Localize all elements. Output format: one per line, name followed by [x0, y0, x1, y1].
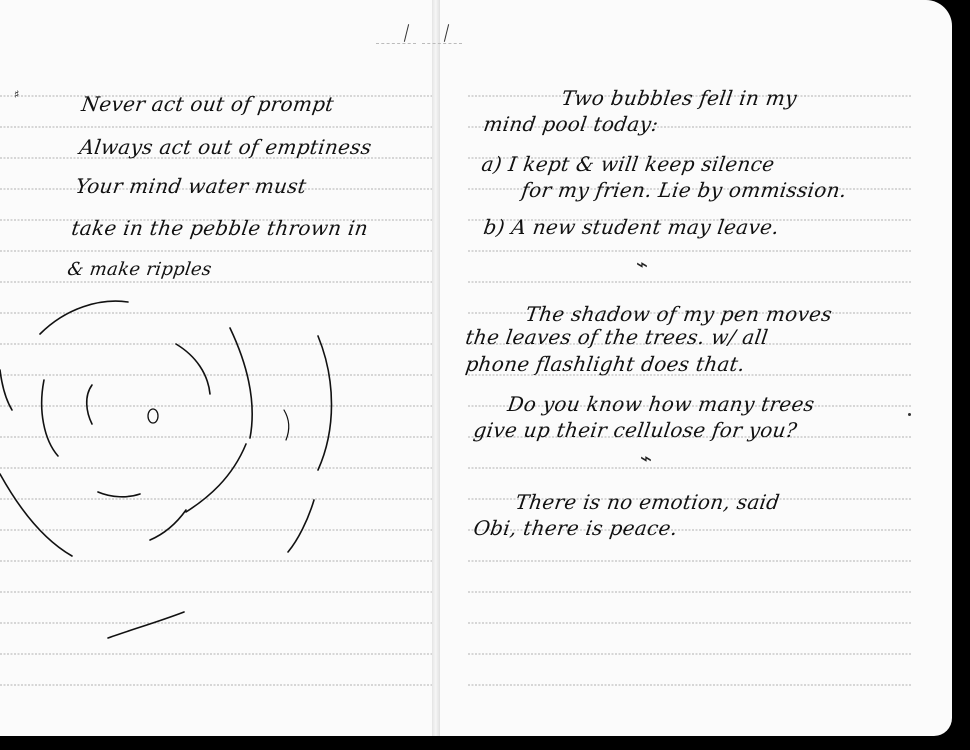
- entry1-line-4: for my frien. Lie by ommission.: [520, 178, 849, 202]
- left-line-3: Your mind water must: [74, 174, 309, 198]
- entry1-line-3: a) I kept & will keep silence: [480, 152, 777, 176]
- left-page: [0, 0, 432, 736]
- ink-dot: [908, 413, 911, 416]
- entry2-line-3: phone flashlight does that.: [464, 352, 747, 376]
- left-line-2: Always act out of emptiness: [78, 135, 374, 159]
- divider-flourish-1: ⌁: [636, 252, 649, 276]
- entry2-line-1: The shadow of my pen moves: [524, 302, 834, 326]
- entry3-line-2: give up their cellulose for you?: [472, 418, 799, 442]
- entry1-line-2: mind pool today:: [482, 112, 661, 136]
- left-line-5: & make ripples: [66, 259, 214, 280]
- entry4-line-1: There is no emotion, said: [514, 490, 782, 514]
- entry2-line-2: the leaves of the trees. w/ all: [464, 325, 770, 349]
- entry1-line-5: b) A new student may leave.: [482, 215, 781, 239]
- entry1-line-1: Two bubbles fell in my: [560, 86, 799, 110]
- right-page: [440, 0, 952, 736]
- entry4-line-2: Obi, there is peace.: [472, 516, 680, 540]
- entry3-line-1: Do you know how many trees: [506, 392, 817, 416]
- page-number-field: [376, 18, 474, 48]
- left-line-1: Never act out of prompt: [80, 92, 336, 116]
- page-number-blank-2: [422, 23, 462, 44]
- margin-mark: ♯: [14, 88, 20, 101]
- ripples-icon: [0, 0, 432, 736]
- binding-gutter: [432, 0, 440, 736]
- page-number-blank-1: [376, 23, 416, 44]
- divider-flourish-2: ⌁: [640, 446, 653, 470]
- left-line-4: take in the pebble thrown in: [70, 216, 370, 240]
